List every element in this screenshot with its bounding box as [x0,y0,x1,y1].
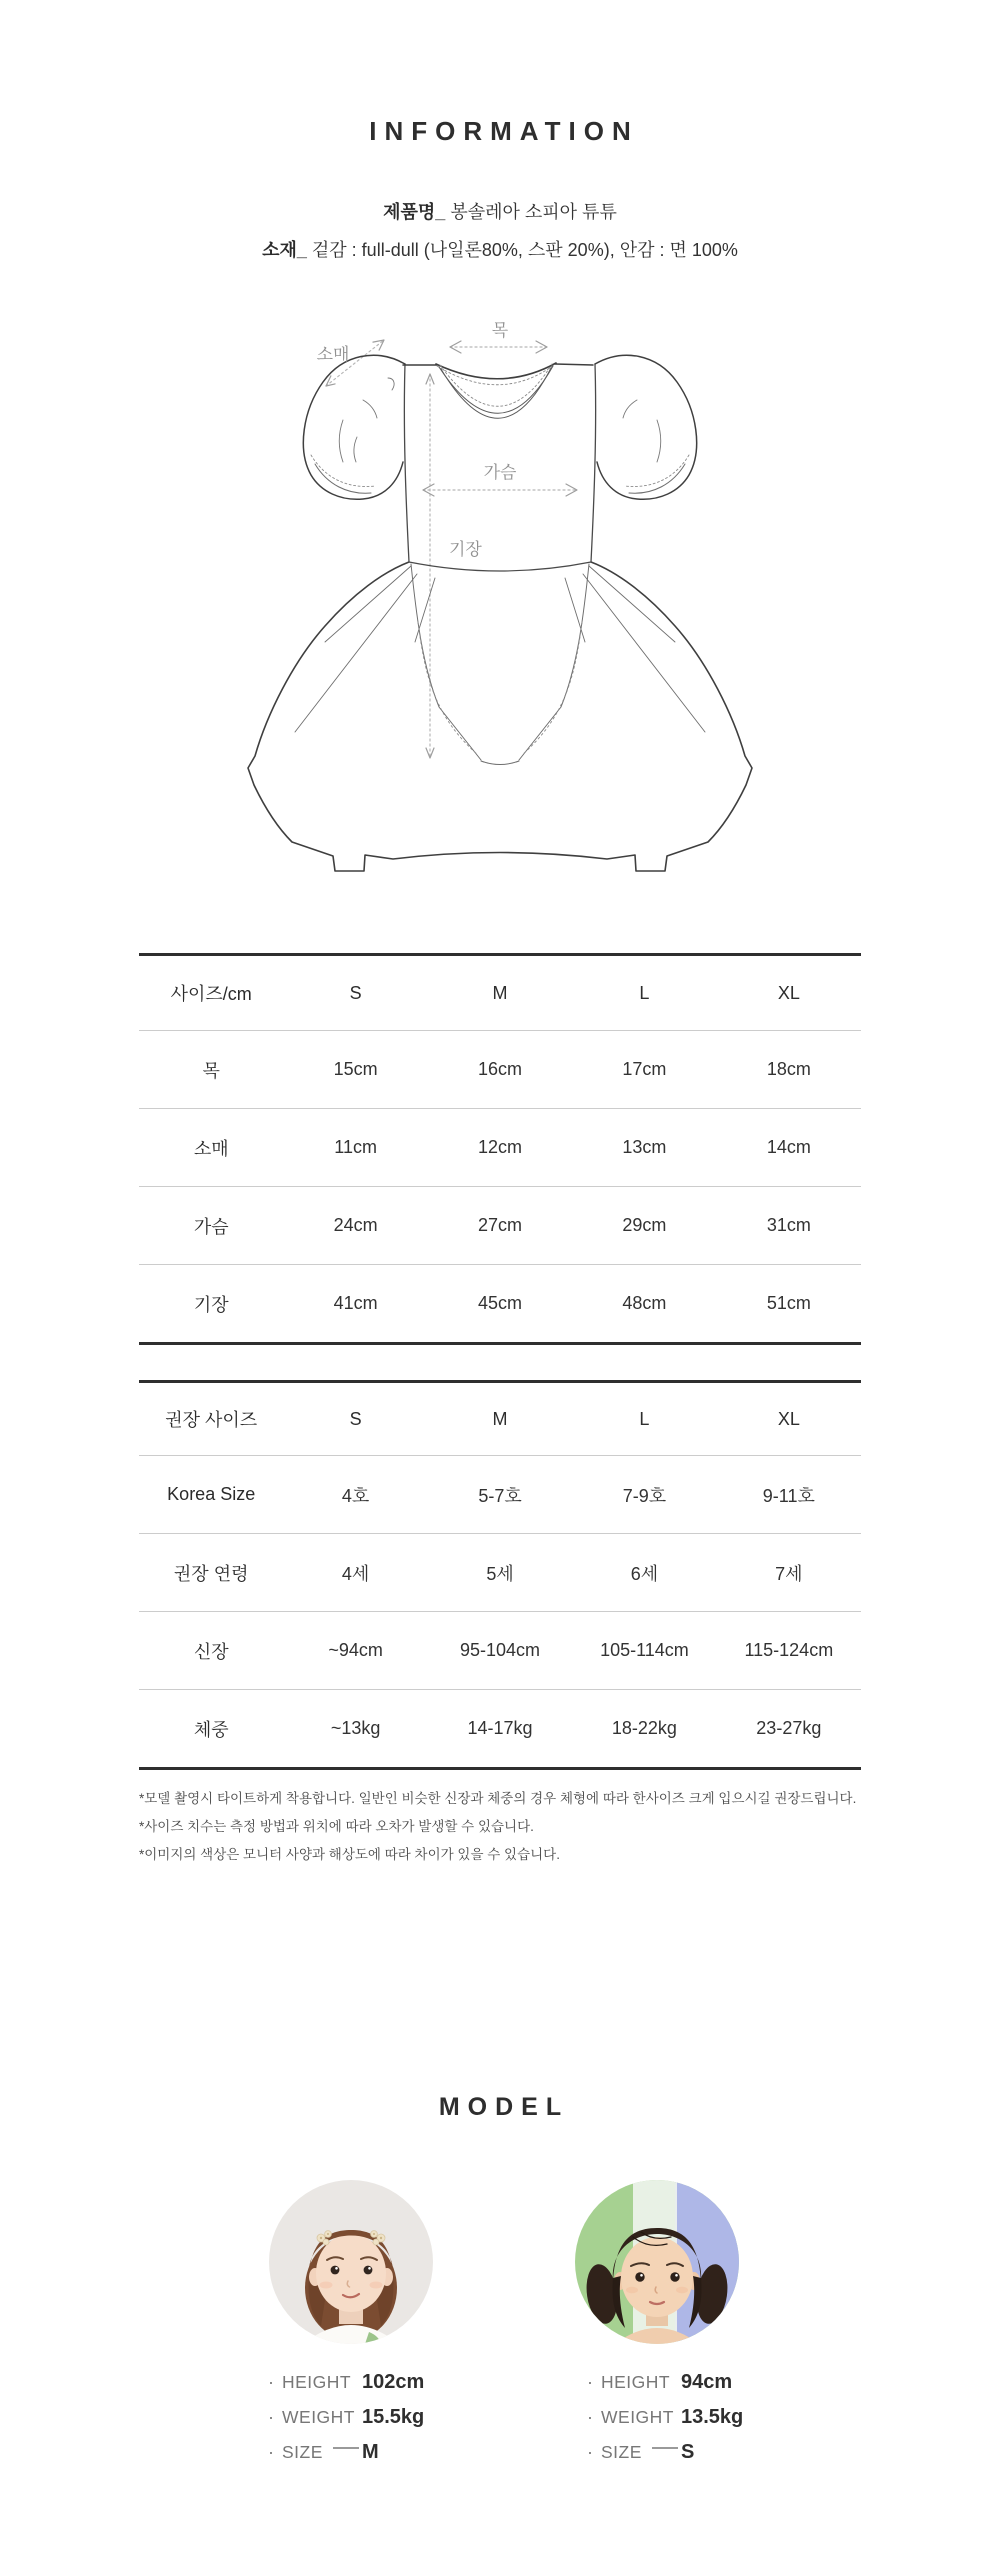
fit-value: 9-11호 [762,1485,815,1506]
row-label: 기장 [193,1294,229,1315]
row-label: 소매 [193,1138,229,1159]
fit-table-header-cell: S [349,1408,362,1429]
row-label: Korea Size [167,1484,256,1504]
size-value: 51cm [766,1293,811,1313]
fit-table-header-row [139,1383,861,1456]
row-label: 목 [202,1060,220,1081]
stat-label: HEIGHT [601,2372,671,2392]
material-line [0,236,1000,262]
tutu-dress-line-art [195,312,805,972]
stat-row-height [268,2365,471,2400]
size-value: 18cm [766,1059,811,1079]
size-value: 24cm [333,1215,378,1235]
bullet-dot: · [587,2407,593,2427]
size-value: 12cm [478,1137,523,1157]
fit-value: 105-114cm [600,1640,689,1660]
fit-table-row-age [139,1534,861,1612]
model-1-portrait-illustration [269,2180,433,2344]
stat-value: 15.5kg [362,2406,425,2428]
size-value: 45cm [478,1293,523,1313]
fit-value: ~94cm [328,1640,383,1660]
model-stats [231,2365,471,2470]
bullet-dot: · [268,2372,274,2392]
size-value: 11cm [334,1137,377,1157]
fit-value: 5-7호 [478,1485,522,1506]
bullet-dot: · [587,2442,593,2462]
product-name-label: 제품명_ [383,202,446,222]
material-label: 소재_ [262,240,307,260]
fit-table-row-height [139,1612,861,1690]
size-value: 48cm [622,1293,667,1313]
product-name-line [0,198,1000,224]
size-table [139,953,861,1345]
diagram-sleeve-label: 소매 [316,345,350,364]
fit-value: 7-9호 [622,1485,667,1506]
page-title: INFORMATION [369,116,639,146]
size-table-row-length [139,1265,861,1342]
size-table-header-cell: 사이즈/cm [170,984,252,1004]
stat-row-size [587,2435,777,2470]
fit-value: ~13kg [330,1718,381,1738]
size-value: 27cm [478,1215,523,1235]
footnote: *모델 촬영시 타이트하게 착용합니다. 일반인 비슷한 신장과 체중의 경우 체형에 따라 한사이즈 크게 입으시길 권장드립니다. [139,1791,857,1806]
size-table-row-chest [139,1187,861,1265]
bullet-dot: · [268,2442,274,2462]
size-underline [652,2447,678,2449]
fit-table-header-cell: XL [777,1408,800,1429]
size-table-header-cell: S [349,982,362,1003]
row-label: 가슴 [193,1216,229,1237]
size-table-header-row [139,956,861,1031]
fit-value: 115-124cm [744,1640,834,1660]
size-table-row-sleeve [139,1109,861,1187]
fit-table-row-korea-size [139,1456,861,1534]
footnote: *이미지의 색상은 모니터 사양과 해상도에 따라 차이가 있을 수 있습니다. [139,1847,560,1862]
size-value: 31cm [766,1215,811,1235]
fit-table-row-weight [139,1690,861,1767]
stat-row-weight [587,2400,777,2435]
fit-table [139,1380,861,1770]
stat-label: WEIGHT [282,2407,355,2427]
row-label: 신장 [193,1641,229,1662]
bullet-dot: · [268,2407,274,2427]
diagram-length-label: 기장 [449,540,482,559]
model-photo [269,2180,433,2344]
fit-value: 23-27kg [756,1718,822,1738]
stat-label [282,2442,362,2463]
size-table-row-neck [139,1031,861,1109]
size-underline [333,2447,359,2449]
material-value: 겉감 : full-dull (나일론80%, 스판 20%), 안감 : 면 100% [311,240,738,260]
size-table-header-cell: M [492,982,508,1003]
product-name-value: 봉솔레아 소피아 튜튜 [450,202,617,222]
stat-row-weight [268,2400,471,2435]
diagram-neck-label: 목 [491,321,509,340]
stat-value: 102cm [362,2371,425,2393]
stat-row-size [268,2435,471,2470]
size-value: 13cm [622,1137,667,1157]
stat-row-height [587,2365,777,2400]
dress-measurement-diagram [195,312,805,972]
stat-value: 94cm [681,2371,733,2393]
model-card [537,2180,777,2470]
fit-value: 18-22kg [611,1718,677,1738]
fit-value: 5세 [486,1563,514,1584]
fit-table-header-cell: 권장 사이즈 [165,1410,258,1430]
fit-value: 95-104cm [459,1640,541,1660]
model-photo [575,2180,739,2344]
fit-value: 4호 [341,1485,370,1506]
row-label: 권장 연령 [173,1563,249,1584]
size-value: 16cm [478,1059,523,1079]
size-value: 41cm [333,1293,378,1313]
model-card [231,2180,471,2470]
stat-value: S [681,2441,695,2463]
fit-value: 14-17kg [467,1718,533,1738]
size-value: 14cm [766,1137,811,1157]
fit-table-header-cell: M [492,1408,508,1429]
stat-label-text: SIZE [282,2442,323,2462]
size-value: 29cm [622,1215,667,1235]
size-value: 17cm [622,1059,667,1079]
size-table-header-cell: L [639,982,650,1003]
stat-value: 13.5kg [681,2406,744,2428]
fit-value: 4세 [341,1563,370,1584]
size-table-header-cell: XL [777,982,800,1003]
fit-table-header-cell: L [639,1408,650,1429]
fit-value: 6세 [630,1563,659,1584]
stat-label-text: SIZE [601,2442,642,2462]
stat-label: WEIGHT [601,2407,674,2427]
model-2-portrait-illustration [575,2180,739,2344]
footnote: *사이즈 치수는 측정 방법과 위치에 따라 오차가 발생할 수 있습니다. [139,1819,534,1834]
stat-label [601,2442,681,2463]
stat-label: HEIGHT [282,2372,352,2392]
row-label: 체중 [193,1719,229,1740]
diagram-chest-label: 가슴 [483,463,517,482]
stat-value: M [362,2441,379,2463]
model-stats [537,2365,777,2470]
model-section-title: MODEL [438,2093,570,2121]
footnotes [139,1789,879,1873]
size-value: 15cm [333,1059,378,1079]
fit-value: 7세 [775,1563,803,1584]
bullet-dot: · [587,2372,593,2392]
